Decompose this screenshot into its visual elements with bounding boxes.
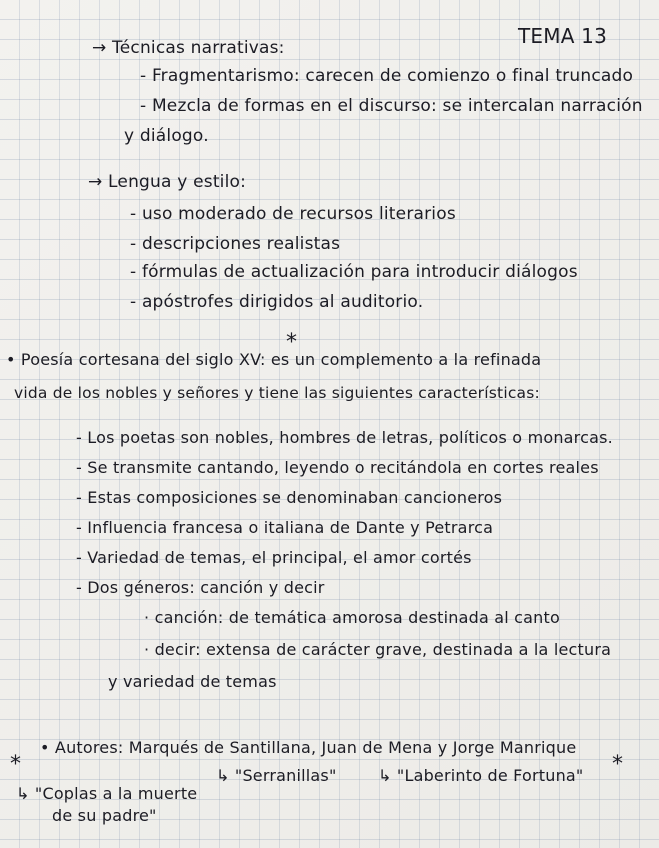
poesia-item-2: - Se transmite cantando, leyendo o recitándola en cortes reales (76, 458, 599, 477)
poesia-intro-line-1: • Poesía cortesana del siglo XV: es un complemento a la refinada (6, 350, 542, 369)
tecnicas-item-3: y diálogo. (124, 126, 209, 146)
page-title: TEMA 13 (518, 24, 607, 48)
poesia-subitem-cancion: · canción: de temática amorosa destinada al canto (144, 608, 560, 627)
poesia-intro-line-2: vida de los nobles y señores y tiene las siguientes características: (14, 384, 540, 402)
tecnicas-item-2: - Mezcla de formas en el discurso: se intercalan narración (140, 96, 643, 116)
tecnicas-item-1: - Fragmentarismo: carecen de comienzo o final truncado (140, 66, 634, 86)
lengua-item-3: - fórmulas de actualización para introducir diálogos (130, 262, 578, 282)
star-mark-left: * (10, 752, 22, 777)
tecnicas-heading: → Técnicas narrativas: (92, 38, 285, 58)
mena-work: ↳ "Laberinto de Fortuna" (378, 766, 584, 785)
poesia-item-6: - Dos géneros: canción y decir (76, 578, 325, 597)
lengua-item-2: - descripciones realistas (130, 234, 341, 254)
poesia-item-4: - Influencia francesa o italiana de Dante y Petrarca (76, 518, 494, 537)
poesia-item-5: - Variedad de temas, el principal, el amor cortés (76, 548, 472, 567)
lengua-item-4: - apóstrofes dirigidos al auditorio. (130, 292, 424, 312)
star-mark-right: * (612, 752, 624, 777)
manrique-work-line-1: ↳ "Coplas a la muerte (16, 784, 198, 803)
manrique-work-line-2: de su padre" (52, 806, 157, 825)
star-mark: * (286, 330, 298, 355)
lengua-item-1: - uso moderado de recursos literarios (130, 204, 456, 224)
lengua-heading: → Lengua y estilo: (88, 172, 247, 192)
santillana-work: ↳ "Serranillas" (216, 766, 337, 785)
poesia-subitem-decir: · decir: extensa de carácter grave, destinada a la lectura (144, 640, 612, 659)
poesia-item-3: - Estas composiciones se denominaban cancioneros (76, 488, 503, 507)
poesia-item-1: - Los poetas son nobles, hombres de letras, políticos o monarcas. (76, 428, 613, 447)
autores-line: • Autores: Marqués de Santillana, Juan de Mena y Jorge Manrique (40, 738, 577, 757)
poesia-subitem-continuation: y variedad de temas (108, 672, 277, 691)
